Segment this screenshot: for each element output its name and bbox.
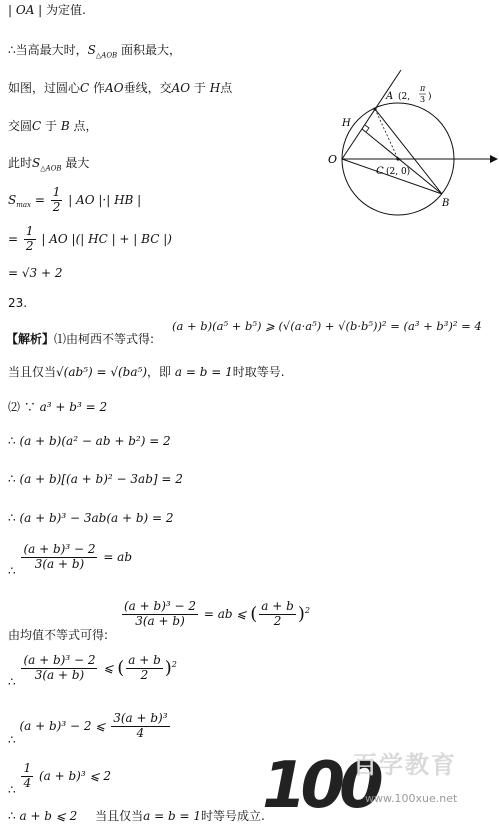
math-ao: AO (171, 81, 191, 95)
text: ，即 (147, 365, 172, 379)
right-angle-mark (365, 125, 369, 132)
line-max-height (8, 43, 182, 60)
line-perpendicular (8, 81, 232, 95)
line-oa-constant (8, 3, 86, 17)
text: 时等号成立. (201, 809, 265, 823)
math-oa-abs: | OA | (8, 3, 43, 17)
line-max-area (8, 156, 90, 173)
point-a (373, 107, 376, 110)
denominator: 2 (273, 613, 282, 628)
numerator: 1 (25, 224, 34, 238)
therefore: ∴ (8, 563, 16, 578)
numerator: (a + b)³ − 2 (124, 599, 197, 613)
text: 点， (73, 119, 98, 133)
math-eq: = (8, 231, 19, 246)
line-cauchy (6, 332, 154, 346)
therefore: ∴ (8, 472, 16, 486)
numerator: 1 (23, 761, 32, 775)
numerator: 3(a + b)³ (113, 711, 168, 725)
fraction (126, 654, 163, 683)
line-step-7 (8, 762, 111, 797)
text: 垂线，交 (123, 81, 172, 95)
line-step-5: ∴ $\frac{\text{(a + b)³ − 2}}{3(a + b)}$ ⩽ ( $\frac{a + b}{2}$ )$^2$ (8, 653, 177, 689)
numerator: a + b (128, 653, 161, 667)
denominator: 3(a + b) (34, 556, 85, 571)
line-smax (8, 186, 141, 215)
fraction (51, 186, 63, 215)
fraction (21, 654, 97, 683)
geometry-figure (318, 66, 498, 226)
line-equal-1 (8, 225, 172, 254)
line-conclusion (8, 809, 265, 823)
denominator: 2 (140, 667, 149, 682)
math-sub: △AOB (95, 51, 118, 60)
exponent: 2 (304, 605, 310, 615)
fraction (259, 600, 296, 629)
math-expr: a = b = 1 (174, 365, 233, 379)
question-number: 23. (8, 296, 28, 310)
math-expr: (a + b)[(a + b)² − 3ab] = 2 (19, 472, 183, 486)
text: 于 (193, 81, 206, 95)
math-cauchy: (a + b)(a⁵ + b⁵) ⩾ (√(a·a⁵) + √(b·b⁵))² = (a³ + b³)² = 4 (172, 319, 482, 333)
line-step-3 (8, 511, 174, 525)
label-a: A (386, 91, 394, 102)
denominator: 3(a + b) (135, 613, 185, 628)
math-h: H (209, 81, 221, 95)
analysis-label: 【解析】 (6, 332, 55, 346)
label-pi: π (420, 84, 426, 93)
math-sub: max (16, 201, 31, 210)
watermark-text: 百学教育 (353, 751, 457, 779)
math-expr: (a + b)³ − 3ab(a + b) = 2 (19, 511, 174, 525)
label-b: B (442, 198, 450, 209)
text: 点 (220, 81, 233, 95)
math-expr: a + b ⩽ 2 (19, 809, 78, 823)
label-o: O (328, 153, 338, 166)
text: ⑴由柯西不等式得: (54, 332, 155, 346)
segment-hb (362, 129, 442, 194)
watermark-logo (262, 733, 378, 826)
math-mean-ineq: $\frac{\text{(a + b)³ − 2}}{3(a + b)}$ = ab ⩽ ( $\frac{a + b}{2}$ )$^2$ (124, 599, 310, 628)
label-three: 3 (420, 95, 426, 104)
text: 当且仅当 (95, 809, 144, 823)
numerator: 1 (52, 185, 61, 199)
therefore: ∴ (8, 674, 16, 689)
numerator: (a + b)³ − 2 (23, 653, 96, 667)
math-s: S (8, 192, 17, 207)
fraction (111, 712, 169, 741)
numerator: (a + b)³ − 2 (23, 542, 96, 556)
math-ao: AO (105, 81, 124, 95)
text: ⑵ ∵ (8, 400, 36, 414)
text: 最大 (65, 156, 90, 170)
fraction (24, 225, 36, 254)
fraction (21, 762, 33, 791)
math-b: B (60, 119, 70, 133)
line-mean-ineq-label (8, 628, 108, 642)
text: 由均值不等式可得: (8, 628, 109, 642)
label-c-coord: (2, 0) (386, 167, 411, 177)
label-a-close: ) (428, 92, 432, 102)
line-equality-cond (8, 365, 285, 379)
math-s: S (87, 43, 96, 57)
math-sub: △AOB (40, 164, 62, 173)
line-given (8, 400, 107, 414)
math-c: C (80, 81, 90, 95)
line-step-1 (8, 434, 171, 448)
denominator: 4 (136, 725, 145, 740)
label-c: C (376, 166, 384, 177)
line-step-4 (8, 543, 132, 578)
text: 面积最大， (121, 43, 182, 57)
fraction (21, 543, 97, 572)
exponent: 2 (171, 659, 177, 669)
math-s: S (32, 156, 41, 170)
line-step-2 (8, 472, 183, 486)
math-expr: = ab (103, 549, 133, 564)
text: 此时 (8, 156, 33, 170)
text: 当且仅当 (8, 365, 57, 379)
text: 如图，过圆心 (8, 81, 81, 95)
therefore: ∴ (8, 782, 16, 797)
math-expr: ⩽ (103, 660, 114, 675)
watermark-logo-text: 100 (262, 749, 378, 823)
math-expr: (a + b)³ − 2 ⩽ (19, 718, 106, 733)
math-expr: = ab ⩽ (203, 606, 247, 621)
fraction (122, 600, 198, 629)
math-expr: √(ab⁵) = √(ba⁵) (56, 365, 148, 379)
watermark-url: www.100xue.net (365, 792, 458, 805)
therefore: ∴ (8, 434, 16, 448)
text: 时取等号. (232, 365, 285, 379)
label-a-coord: (2, (398, 92, 411, 102)
math-expr: a³ + b³ = 2 (39, 400, 108, 414)
line-circle-b (8, 119, 98, 133)
text: 为定值. (46, 3, 86, 17)
line-step-6 (8, 712, 172, 747)
denominator: 2 (52, 199, 61, 214)
denominator: 3(a + b) (34, 667, 85, 682)
math-eq: = (34, 192, 45, 207)
math-expr: (a + b)(a² − ab + b²) = 2 (19, 434, 171, 448)
text: ∴当高最大时， (8, 43, 88, 57)
therefore: ∴ (8, 732, 16, 747)
x-axis-arrow (490, 155, 498, 163)
numerator: a + b (261, 599, 294, 613)
math-expr: a = b = 1 (143, 809, 201, 823)
point-c (396, 157, 399, 160)
text: 于 (45, 119, 58, 133)
math-expr: (a + b)³ ⩽ 2 (38, 768, 111, 783)
math-expr: | AO |·| HB | (68, 192, 142, 207)
therefore: ∴ (8, 809, 16, 823)
line-result: = √3 + 2 (8, 266, 63, 280)
therefore: ∴ (8, 511, 16, 525)
label-h: H (342, 118, 351, 129)
text: 交圆 (8, 119, 33, 133)
denominator: 2 (25, 238, 34, 253)
math-c: C (32, 119, 42, 133)
text: 作 (93, 81, 106, 95)
denominator: 4 (23, 775, 32, 790)
math-expr: | AO |(| HC | + | BC |) (41, 231, 172, 246)
